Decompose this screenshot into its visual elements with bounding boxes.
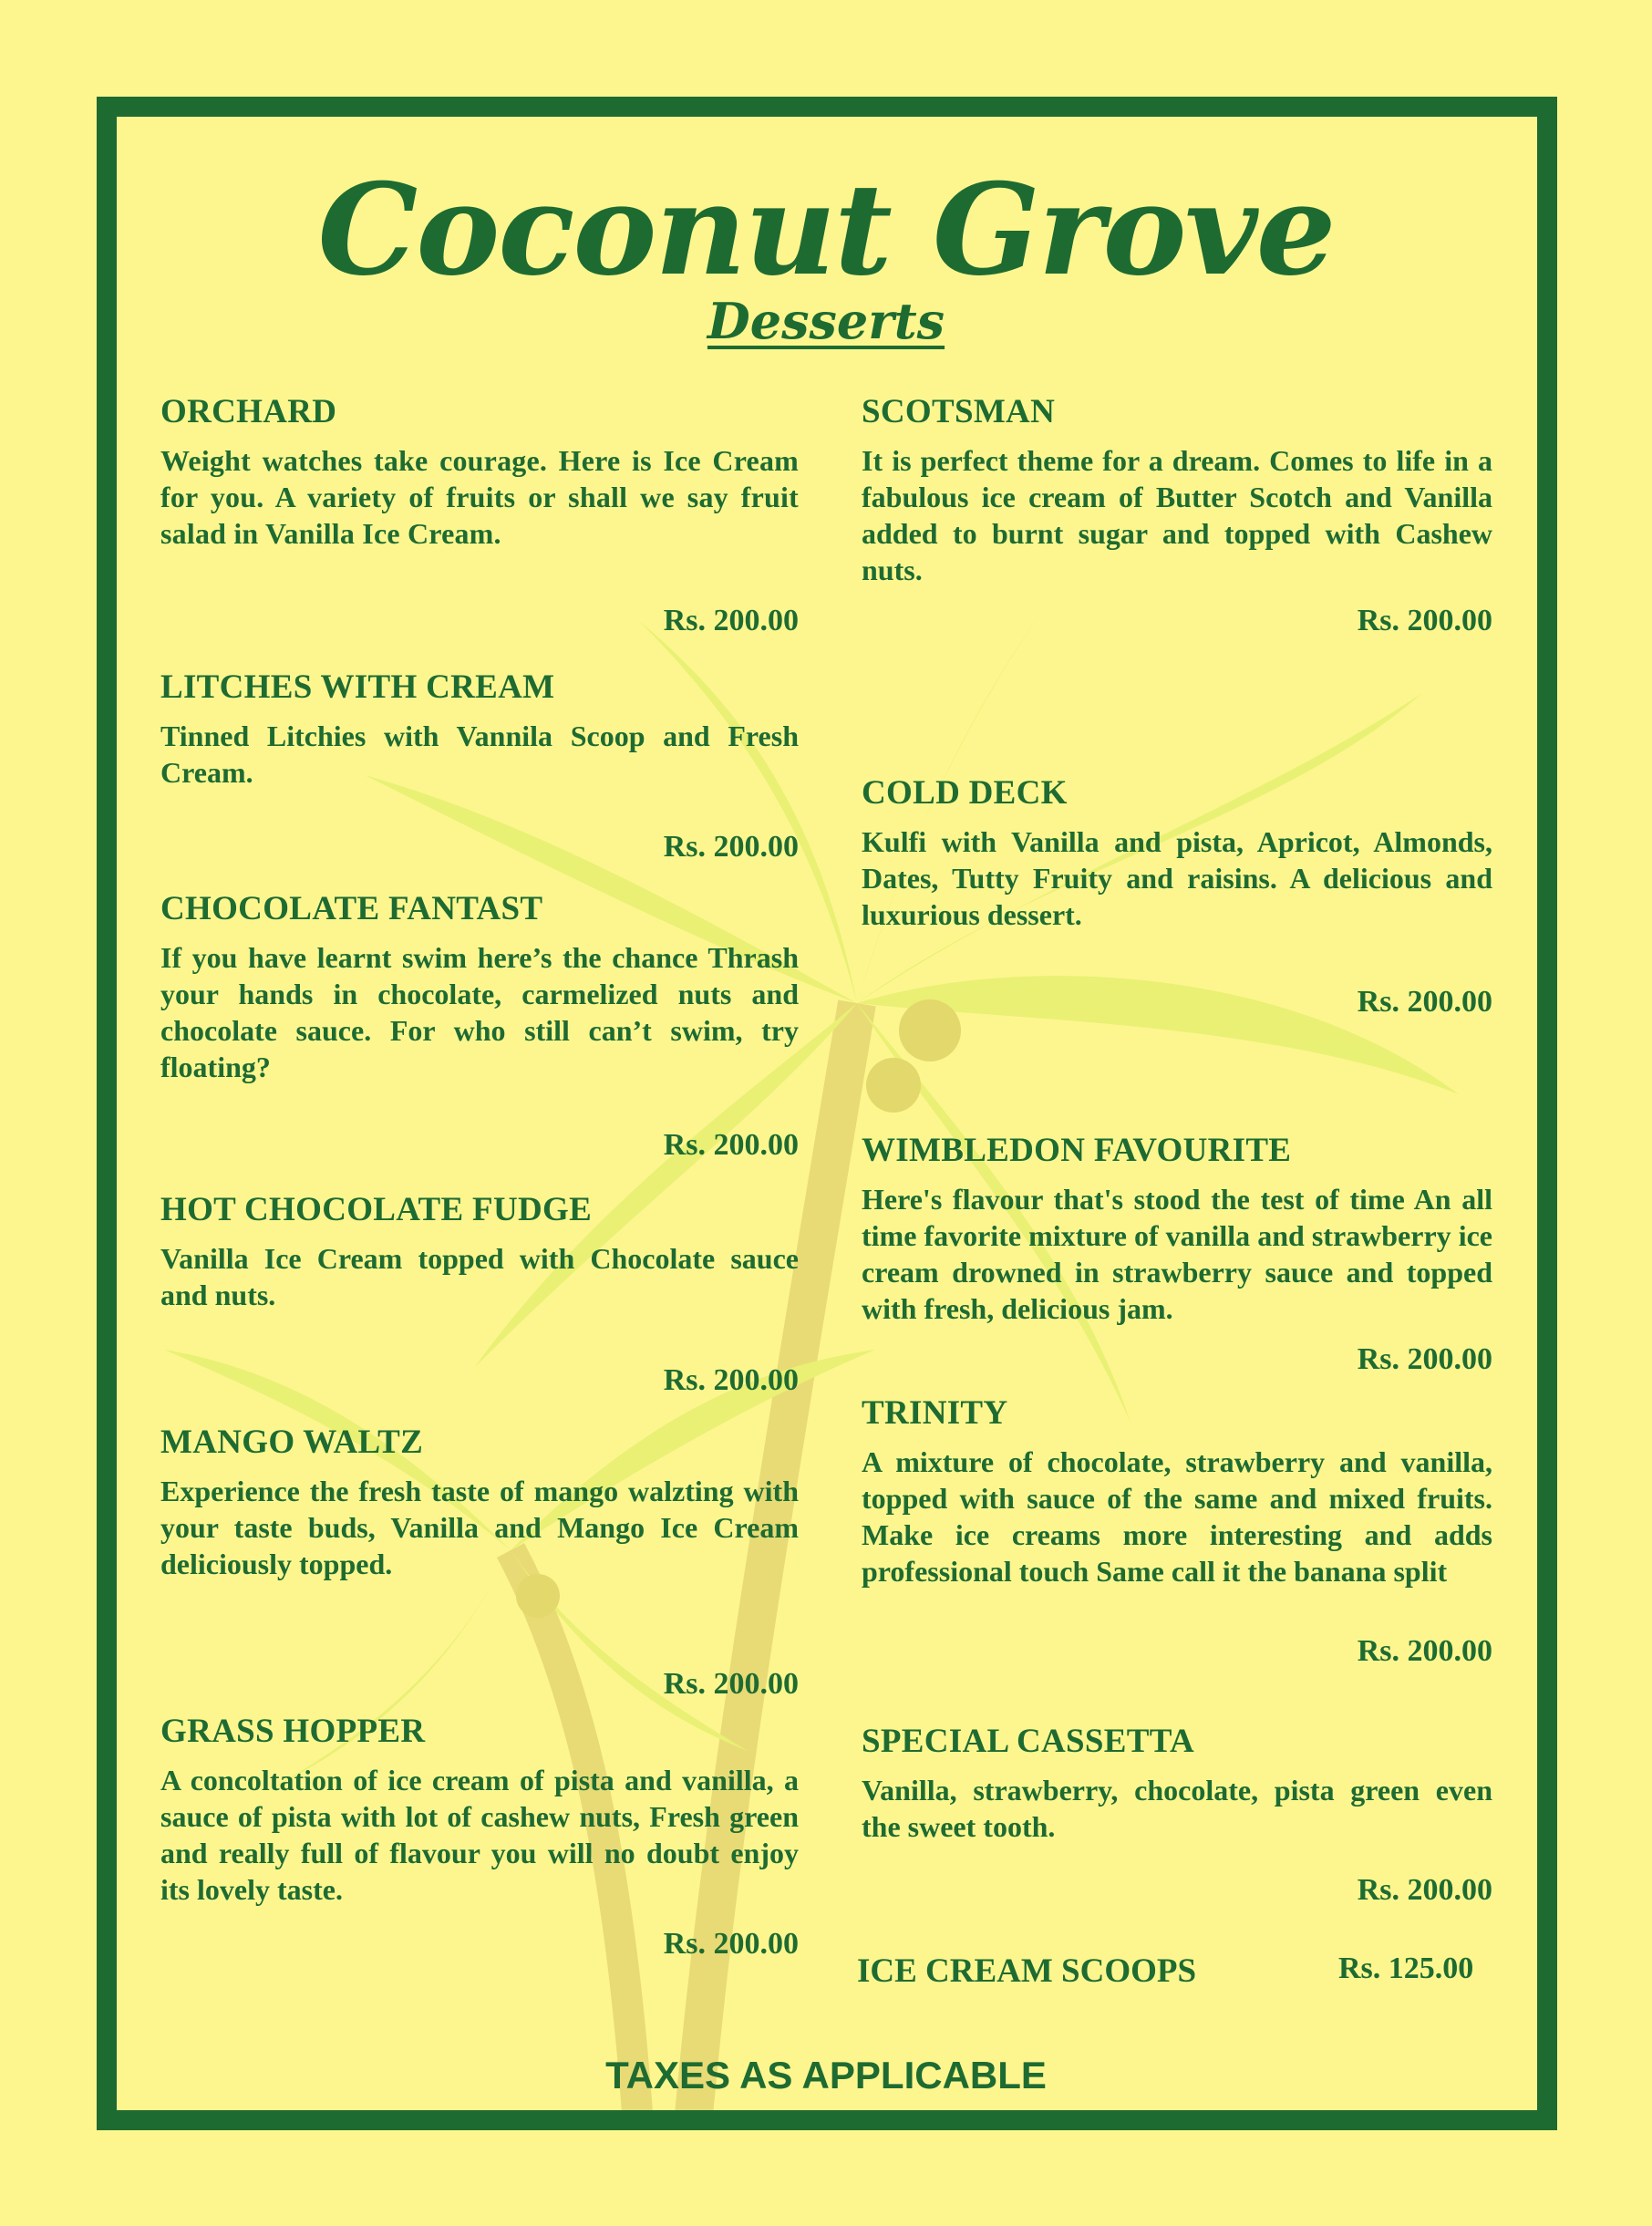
item-price: Rs. 200.00	[663, 1363, 799, 1397]
menu-item	[160, 392, 799, 552]
item-name: TRINITY	[862, 1394, 1008, 1432]
item-description: Experience the fresh taste of mango walzting with your taste buds, Vanilla and Mango Ice Cream deliciously topped.	[160, 1475, 799, 1580]
item-name: GRASS HOPPER	[160, 1713, 426, 1750]
menu-item	[862, 392, 1492, 588]
menu-item	[160, 1712, 799, 1908]
item-name: LITCHES WITH CREAM	[160, 668, 555, 706]
menu-item	[160, 1423, 799, 1582]
item-name: MANGO WALTZ	[160, 1424, 424, 1461]
item-name: SPECIAL CASSETTA	[862, 1723, 1194, 1760]
item-description: Vanilla, strawberry, chocolate, pista green even the sweet tooth.	[862, 1774, 1492, 1843]
item-price: Rs. 200.00	[663, 830, 799, 864]
item-name: WIMBLEDON FAVOURITE	[862, 1132, 1292, 1169]
taxes-note: TAXES AS APPLICABLE	[605, 2054, 1047, 2097]
menu-item	[160, 889, 799, 1085]
item-name: SCOTSMAN	[862, 393, 1056, 430]
item-description: Here's flavour that's stood the test of time An all time favorite mixture of vanilla and strawberry ice cream drowned in strawberry sauce and topped with fresh, delicious jam.	[862, 1183, 1492, 1325]
item-description: If you have learnt swim here’s the chance Thrash your hands in chocolate, carmelized nuts and chocolate sauce. For who still can’t swim, try floating?	[160, 941, 799, 1083]
menu-item	[862, 773, 1492, 933]
item-description: A mixture of chocolate, strawberry and vanilla, topped with sauce of the same and mixed fruits. Make ice creams more interesting and adds professional touch Same call it the banana split	[862, 1445, 1492, 1588]
menu-item	[862, 1393, 1492, 1589]
item-description: Kulfi with Vanilla and pista, Apricot, Almonds, Dates, Tutty Fruity and raisins. A delicious and luxurious dessert.	[862, 825, 1492, 931]
item-price: Rs. 200.00	[663, 1927, 799, 1961]
item-name: CHOCOLATE FANTAST	[160, 890, 543, 927]
menu-item	[862, 1722, 1492, 1845]
menu-item	[160, 1190, 799, 1313]
scoops-item-price: Rs. 125.00	[1338, 1952, 1474, 1985]
menu-item	[160, 668, 799, 791]
item-name: COLD DECK	[862, 774, 1068, 812]
menu-item	[862, 1131, 1492, 1327]
item-price: Rs. 200.00	[1357, 1342, 1492, 1376]
item-description: A concoltation of ice cream of pista and vanilla, a sauce of pista with lot of cashew nuts, Fresh green and really full of flavour you will no doubt enjoy its lovely taste.	[160, 1764, 799, 1906]
restaurant-title: Coconut Grove	[317, 155, 1335, 304]
scoops-item-name: ICE CREAM SCOOPS	[857, 1952, 1197, 1990]
item-price: Rs. 200.00	[663, 1667, 799, 1701]
item-description: Vanilla Ice Cream topped with Chocolate sauce and nuts.	[160, 1242, 799, 1311]
item-price: Rs. 200.00	[663, 604, 799, 637]
item-price: Rs. 200.00	[663, 1128, 799, 1162]
item-price: Rs. 200.00	[1357, 1634, 1492, 1668]
item-price: Rs. 200.00	[1357, 1873, 1492, 1907]
section-title: Desserts	[707, 292, 945, 350]
item-description: Tinned Litchies with Vannila Scoop and Fresh Cream.	[160, 720, 799, 789]
item-name: ORCHARD	[160, 393, 337, 430]
item-price: Rs. 200.00	[1357, 985, 1492, 1019]
item-description: Weight watches take courage. Here is Ice Cream for you. A variety of fruits or shall we say fruit salad in Vanilla Ice Cream.	[160, 444, 799, 550]
item-description: It is perfect theme for a dream. Comes to life in a fabulous ice cream of Butter Scotch and Vanilla added to burnt sugar and topped with Cashew nuts.	[862, 444, 1492, 586]
item-price: Rs. 200.00	[1357, 604, 1492, 637]
item-name: HOT CHOCOLATE FUDGE	[160, 1191, 593, 1228]
